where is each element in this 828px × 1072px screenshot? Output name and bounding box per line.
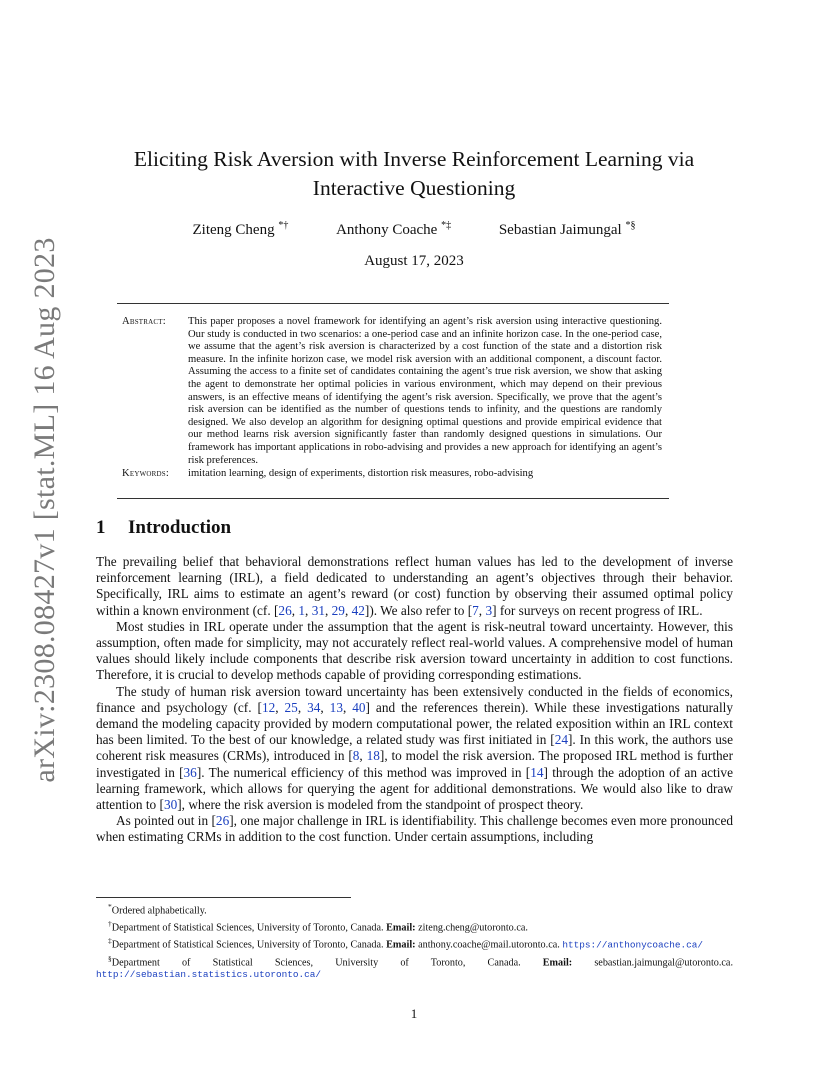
abstract-bottom-rule	[117, 498, 669, 499]
footnotes	[96, 901, 733, 982]
citation-link[interactable]: 26	[278, 602, 292, 618]
paragraph-1: The prevailing belief that behavioral demonstrations reflect human values has led to the development of inverse reinforcement learning (IRL), a field dedicated to understanding an agent’s objectives through their behavior. Specifically, IRL aims to estimate an agent’s reward (or cost) function by observing their assumed optimal policy within a known environment (cf. [26, 1, 31, 29, 42]). We also refer to [7, 3] for surveys on recent progress of IRL.	[96, 554, 733, 618]
footnote-3: ‡Department of Statistical Sciences, University of Toronto, Canada. Email: anthony.coache@mail.utoronto.ca. https://anthonycoache.ca/	[108, 936, 703, 951]
footnote-1: *Ordered alphabetically.	[108, 902, 207, 917]
author-3: Sebastian Jaimungal *§	[498, 220, 636, 238]
footnote-4-url-link[interactable]: http://sebastian.statistics.utoronto.ca/	[96, 969, 322, 981]
citation-link[interactable]: 29	[331, 602, 345, 618]
title-line-1: Eliciting Risk Aversion with Inverse Reinforcement Learning via	[133, 147, 695, 171]
paragraph-2: Most studies in IRL operate under the assumption that the agent is risk-neutral toward uncertainty. However, this assumption, often made for simplicity, may not accurately reflect real-world values. A comprehensive model of human values should likely include components that describe risk aversion toward uncertainty in addition to cost functions. Therefore, it is crucial to develop methods capable of providing corresponding estimations.	[96, 618, 733, 683]
author-2: Anthony Coache *‡	[336, 220, 452, 238]
citation-link[interactable]: 24	[554, 732, 568, 748]
citation-link[interactable]: 3	[485, 602, 493, 618]
arxiv-identifier-stamp	[22, 237, 68, 783]
citation-link[interactable]: 12	[261, 699, 276, 715]
paragraph-4: As pointed out in [26], one major challenge in IRL is identifiability. This challenge becomes even more pronounced when estimating CRMs in addition to the cost function. Under certain assumptions, including	[96, 813, 733, 845]
citation-link[interactable]: 31	[311, 602, 325, 618]
section-heading-introduction	[96, 517, 231, 539]
introduction-body	[96, 554, 733, 846]
abstract-block	[122, 316, 662, 481]
citation-link[interactable]: 25	[284, 699, 298, 715]
keywords-text: imitation learning, design of experiments, distortion risk measures, robo-advising	[188, 468, 534, 480]
paragraph-3: The study of human risk aversion toward uncertainty has been extensively conducted in the fields of economics, finance and psychology (cf. [12, 25, 34, 13, 40] and the references therein). While these investigations naturally demand the modeling capacity provided by modern computational power, the related exposition within an IRL context has been limited. To the best of our knowledge, a related study was first initiated in [24]. In this work, the authors use coherent risk measures (CRMs), introduced in [8, 18], to model the risk aversion. The proposed IRL method is further investigated in [36]. The numerical efficiency of this method was improved in [14] through the adoption of an active learning framework, which allows for querying the agent for additional demonstrations. We would also like to draw attention to [30], where the risk aversion is modeled from the standpoint of prospect theory.	[96, 683, 734, 813]
footnote-2: †Department of Statistical Sciences, University of Toronto, Canada. Email: ziteng.cheng@utoronto.ca.	[108, 919, 528, 934]
section-number: 1	[96, 517, 106, 538]
citation-link[interactable]: 13	[329, 699, 343, 715]
citation-link[interactable]: 42	[351, 602, 365, 618]
citation-link[interactable]: 40	[352, 699, 366, 715]
page-number: 1	[410, 1006, 418, 1021]
title-line-2: Interactive Questioning	[312, 176, 516, 200]
publication-date: August 17, 2023	[364, 253, 464, 269]
citation-link[interactable]: 26	[215, 813, 230, 829]
citation-link[interactable]: 18	[366, 748, 380, 764]
citation-link[interactable]: 8	[352, 748, 360, 764]
citation-link[interactable]: 14	[530, 764, 544, 780]
author-list	[96, 220, 732, 239]
keywords-row	[122, 468, 662, 481]
abstract-label: Abstract:	[122, 316, 166, 327]
author-1: Ziteng Cheng *†	[192, 220, 289, 238]
paper-title	[96, 145, 732, 203]
citation-link[interactable]: 34	[307, 699, 321, 715]
abstract-row	[122, 316, 662, 467]
citation-link[interactable]: 36	[183, 764, 197, 780]
footnote-4: §Department of Statistical Sciences, University of Toronto, Canada. Email: sebastian.jaimungal@utoronto.ca. http://sebastian.statistics.utoronto.ca/	[96, 953, 734, 981]
citation-link[interactable]: 1	[298, 602, 306, 618]
footnote-rule	[96, 897, 351, 898]
arxiv-stamp-text: arXiv:2308.08427v1 [stat.ML] 16 Aug 2023	[28, 237, 61, 783]
citation-link[interactable]: 7	[472, 602, 479, 618]
keywords-label: Keywords:	[122, 468, 170, 480]
citation-link[interactable]: 30	[163, 797, 178, 813]
section-title: Introduction	[128, 517, 232, 538]
footnote-3-url-link[interactable]: https://anthonycoache.ca/	[562, 939, 703, 951]
abstract-text: This paper proposes a novel framework for identifying an agent’s risk aversion using interactive questioning. Our study is conducted in two scenarios: a one-period case and an infinite horizon case. In the one-period case, we assume that the agent’s risk aversion is characterized by a cost function of the state and a distortion risk measure. In the infinite horizon case, we model risk aversion with an additional component, a discount factor. Assuming the access to a finite set of candidates containing the agent’s true risk aversion, we show that asking the agent to demonstrate her optimal policies in various environment, which may depend on their previous answers, is an effective means of identifying the agent’s risk aversion. Specifically, we prove that the agent’s risk aversion can be identified as the number of questions tends to infinity, and the questions are randomly designed. We also develop an algorithm for designing optimal questions and provide empirical evidence that our method learns risk aversion significantly faster than randomly designed questions in simulations. Our framework has important applications in robo-advising and provides a new approach for identifying an agent’s risk preferences.	[188, 316, 662, 466]
abstract-top-rule	[117, 303, 669, 304]
